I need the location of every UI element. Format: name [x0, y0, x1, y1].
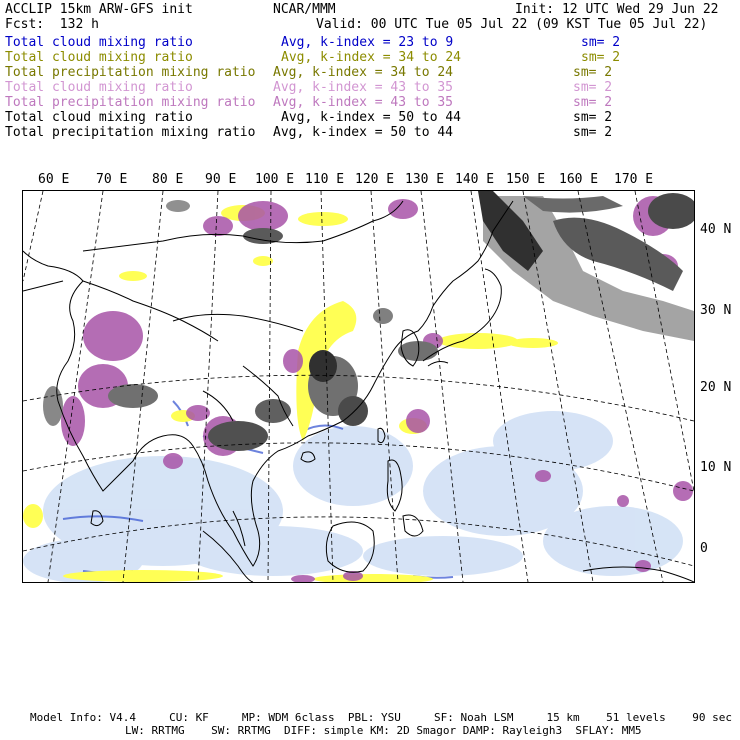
longitude-label: 80 E	[152, 172, 184, 187]
valid-time: Valid: 00 UTC Tue 05 Jul 22 (09 KST Tue 05 Jul 22)	[316, 17, 708, 32]
legend-avg: Avg, k-index = 43 to 35	[273, 95, 454, 110]
latitude-label: 0	[700, 541, 708, 556]
legend-sm: sm= 2	[573, 110, 613, 125]
legend-sm: sm= 2	[573, 95, 613, 110]
legend-label: Total cloud mixing ratio	[5, 110, 193, 125]
legend-label: Total precipitation mixing ratio	[5, 65, 256, 80]
longitude-label: 150 E	[506, 172, 546, 187]
latitude-label: 10 N	[700, 460, 732, 475]
legend-label: Total cloud mixing ratio	[5, 80, 193, 95]
longitude-label: 110 E	[305, 172, 345, 187]
legend-sm: sm= 2	[581, 35, 621, 50]
longitude-label: 140 E	[455, 172, 495, 187]
legend-sm: sm= 2	[581, 50, 621, 65]
model-info-line1: Model Info: V4.4 CU: KF MP: WDM 6class PBL: YSU SF: Noah LSM 15 km 51 levels 90 sec	[30, 711, 732, 724]
legend-sm: sm= 2	[573, 80, 613, 95]
plot-title: ACCLIP 15km ARW-GFS init	[5, 2, 193, 17]
legend-avg: Avg, k-index = 23 to 9	[281, 35, 454, 50]
legend-avg: Avg, k-index = 50 to 44	[273, 125, 454, 140]
legend-row	[5, 80, 735, 95]
legend-row	[5, 50, 735, 65]
legend-sm: sm= 2	[573, 65, 613, 80]
longitude-label: 130 E	[405, 172, 445, 187]
legend-avg: Avg, k-index = 50 to 44	[281, 110, 462, 125]
longitude-label: 70 E	[96, 172, 128, 187]
init-time: Init: 12 UTC Wed 29 Jun 22	[515, 2, 719, 17]
institution-label: NCAR/MMM	[273, 2, 336, 17]
legend-row	[5, 95, 735, 110]
forecast-hour: Fcst: 132 h	[5, 17, 99, 32]
longitude-label: 170 E	[614, 172, 654, 187]
legend-label: Total cloud mixing ratio	[5, 50, 193, 65]
longitude-label: 120 E	[355, 172, 395, 187]
map-panel	[22, 190, 695, 583]
legend-row	[5, 65, 735, 80]
legend-row	[5, 35, 735, 50]
longitude-label: 90 E	[205, 172, 237, 187]
top-cloud-layer	[43, 191, 694, 451]
latitude-label: 20 N	[700, 380, 732, 395]
legend-avg: Avg, k-index = 34 to 24	[281, 50, 462, 65]
latitude-label: 30 N	[700, 303, 732, 318]
legend-row	[5, 110, 735, 125]
legend-avg: Avg, k-index = 43 to 35	[273, 80, 454, 95]
legend-label: Total precipitation mixing ratio	[5, 95, 256, 110]
low-cloud-layer	[23, 411, 683, 582]
legend-avg: Avg, k-index = 34 to 24	[273, 65, 454, 80]
legend-sm: sm= 2	[573, 125, 613, 140]
legend-label: Total precipitation mixing ratio	[5, 125, 256, 140]
latitude-label: 40 N	[700, 222, 732, 237]
longitude-label: 100 E	[255, 172, 295, 187]
model-info-line2: LW: RRTMG SW: RRTMG DIFF: simple KM: 2D Smagor DAMP: Rayleigh3 SFLAY: MM5	[125, 724, 642, 737]
map-canvas	[23, 191, 694, 582]
legend-row	[5, 125, 735, 140]
longitude-label: 60 E	[38, 172, 70, 187]
longitude-label: 160 E	[559, 172, 599, 187]
legend-label: Total cloud mixing ratio	[5, 35, 193, 50]
